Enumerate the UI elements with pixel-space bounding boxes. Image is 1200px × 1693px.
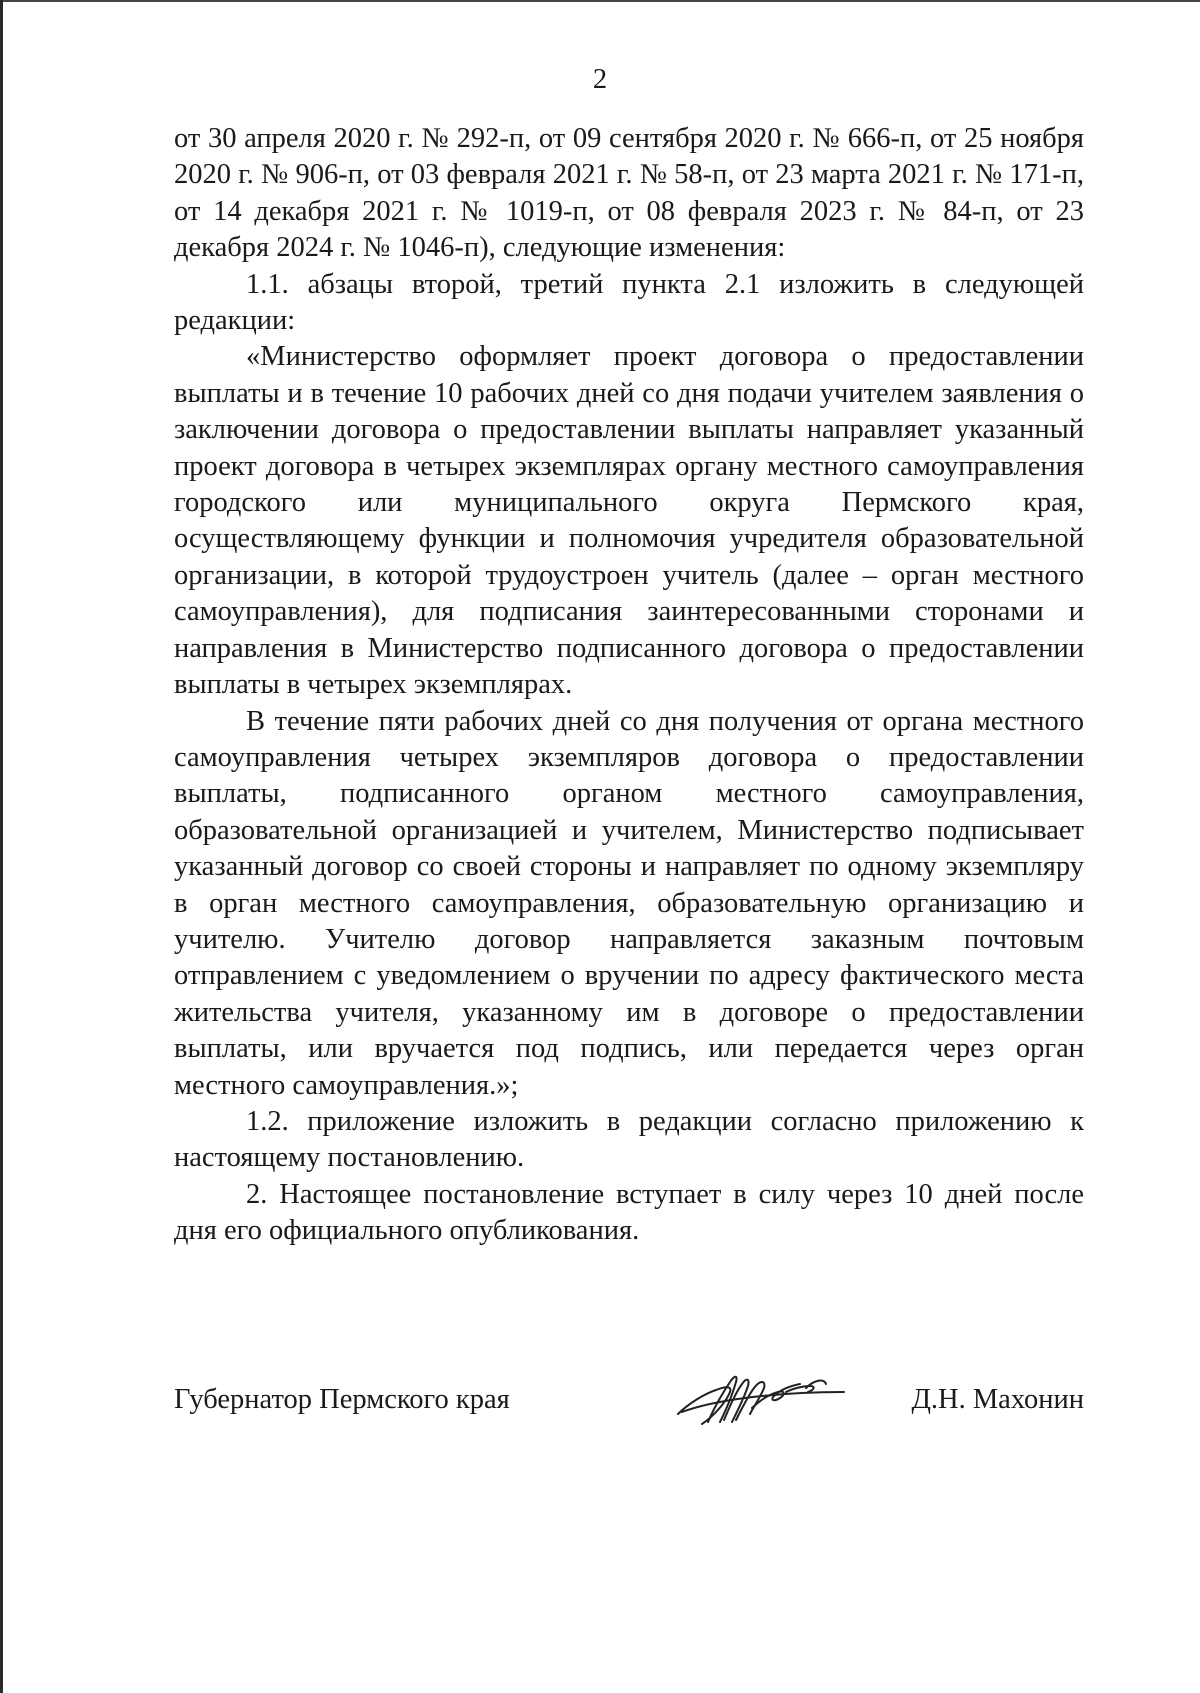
document-body (174, 121, 1084, 1250)
paragraph-item-2: 2. Настоящее постановление вступает в силу через 10 дней после дня его официального опубликования. (174, 1178, 1084, 1247)
signature-block (174, 1374, 1084, 1434)
handwritten-signature (674, 1364, 849, 1432)
scan-edge-left (0, 0, 3, 1693)
paragraph-quoted-ministry: «Министерство оформляет проект договора о предоставлении выплаты и в течение 10 рабочих дней со дня подачи учителем заявления о заключении договора о предоставлении выплаты направляет указанный проект договора в четырех экземплярах органу местного самоуправления городского или муниципального округа Пермского края, осуществляющему функции и полномочия учредителя образовательной организации, в которой трудоустроен учитель (далее – орган местного самоуправления), для подписания заинтересованными сторонами и направления в Министерство подписанного договора о предоставлении выплаты в четырех экземплярах. (174, 341, 1084, 701)
signatory-title: Губернатор Пермского края (174, 1384, 510, 1415)
paragraph-item-1-1: 1.1. абзацы второй, третий пункта 2.1 изложить в следующей редакции: (174, 268, 1084, 337)
signatory-name: Д.Н. Махонин (911, 1384, 1084, 1415)
scan-edge-top (0, 0, 1200, 2)
paragraph-item-1-2: 1.2. приложение изложить в редакции согласно приложению к настоящему постановлению. (174, 1105, 1084, 1174)
paragraph-amendments-list: от 30 апреля 2020 г. № 292-п, от 09 сентября 2020 г. № 666-п, от 25 ноября 2020 г. № 906-п, от 03 февраля 2021 г. № 58-п, от 23 марта 2021 г. № 171-п, от 14 декабря 2021 г. № 1019-п, от 08 февраля 2023 г. № 84-п, от 23 декабря 2024 г. № 1046-п), следующие изменения: (174, 123, 1084, 264)
page-number: 2 (592, 64, 608, 95)
paragraph-quoted-signing: В течение пяти рабочих дней со дня получения от органа местного самоуправления четырех экземпляров договора о предоставлении выплаты, подписанного органом местного самоуправления, образовательной организацией и учителем, Министерство подписывает указанный договор со своей стороны и направляет по одному экземпляру в орган местного самоуправления, образовательную организацию и учителю. Учителю договор направляется заказным почтовым отправлением с уведомлением о вручении по адресу фактического места жительства учителя, указанному им в договоре о предоставлении выплаты, или вручается под подпись, или передается через орган местного самоуправления.»; (174, 705, 1084, 1101)
